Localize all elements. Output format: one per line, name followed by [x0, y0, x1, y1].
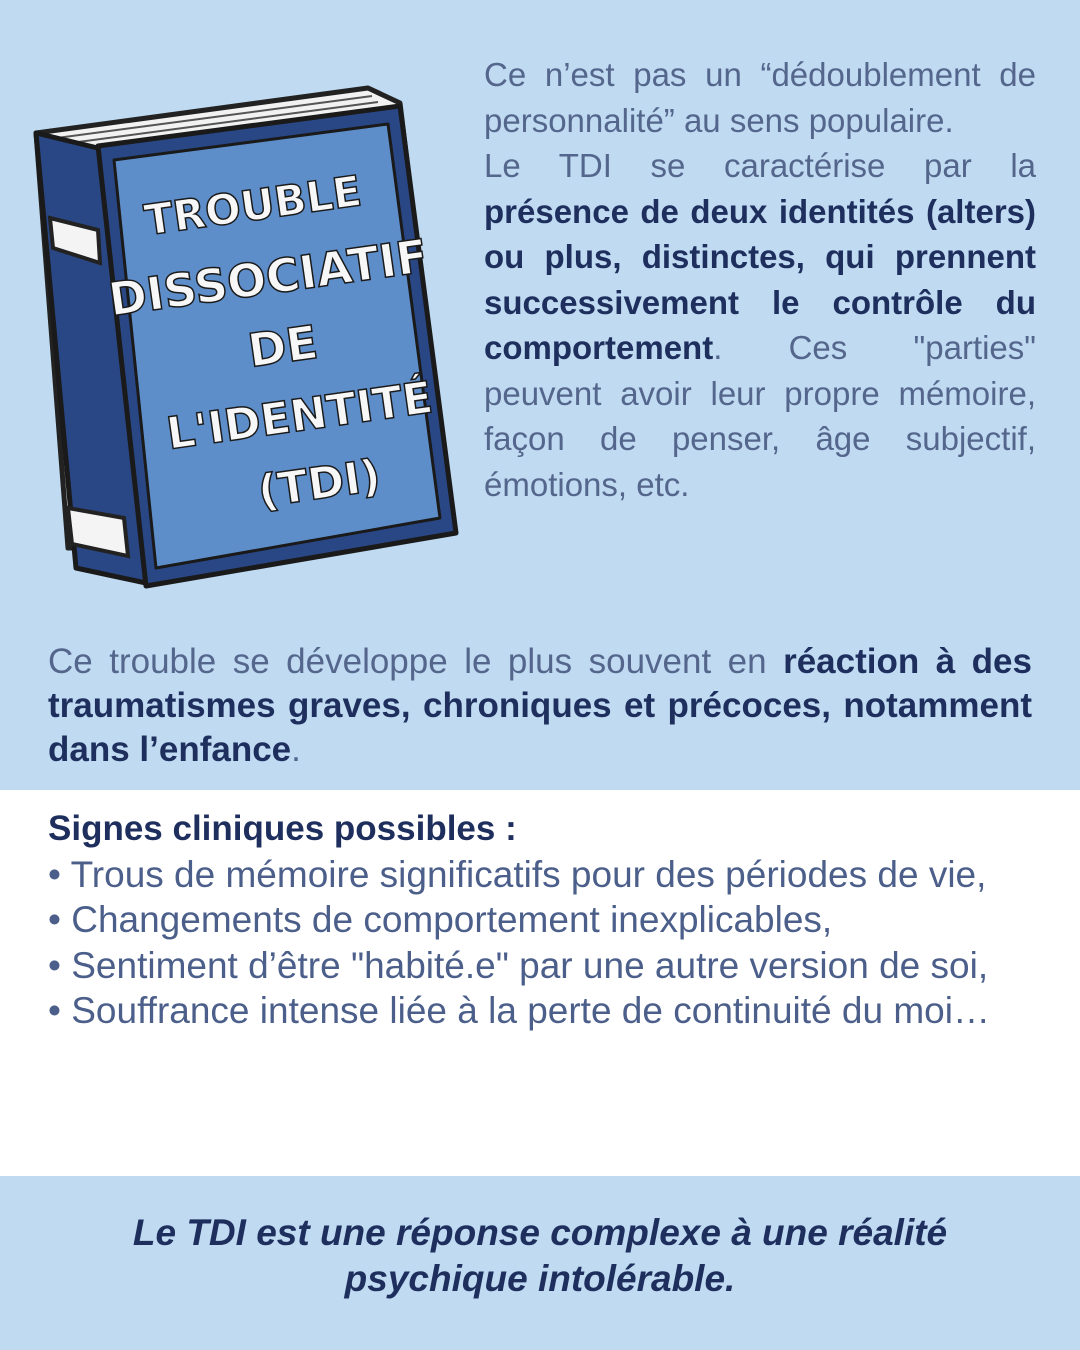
book-title-line-1: TROUBLE [141, 166, 365, 246]
intro-paragraph-2 [484, 143, 1036, 507]
book-title-line-5: (TDI) [254, 450, 384, 518]
intro-p2-bold: présence de deux identités (alters) ou plus, distinctes, qui prennent successivement le contrôle du comportement [484, 192, 1036, 366]
trauma-start: Ce trouble se développe le plus souvent en [48, 642, 784, 681]
book-title-line-2: DISSOCIATIF [105, 228, 432, 327]
intro-p2-start: Le TDI se caractérise par la [484, 147, 1036, 184]
book-illustration [28, 78, 468, 608]
list-item: • Sentiment d’être "habité.e" par une autre version de soi, [48, 944, 989, 986]
conclusion [60, 1210, 1020, 1302]
trauma-paragraph [48, 640, 1032, 772]
trauma-bold: réaction à des traumatismes graves, chroniques et précoces, notamment dans l’enfance [48, 642, 1032, 769]
book-title-line-3: DE [244, 314, 322, 378]
list-item: • Souffrance intense liée à la perte de continuité du moi… [48, 990, 990, 1031]
conclusion-line-2: psychique intolérable. [344, 1258, 736, 1299]
list-item: • Changements de comportement inexplicables, [48, 899, 833, 940]
intro-paragraph-1: Ce n’est pas un “dédoublement de personnalité” au sens populaire. [484, 56, 1036, 139]
signs-section [48, 806, 1032, 1034]
list-item: • Trous de mémoire significatifs pour des périodes de vie, [48, 853, 987, 895]
signs-heading: Signes cliniques possibles : [48, 809, 517, 848]
book-title-line-4: L'IDENTITÉ [163, 372, 436, 461]
intro-text [484, 52, 1036, 507]
signs-list [48, 852, 1032, 1034]
trauma-end: . [291, 730, 301, 769]
intro-p2-end: . Ces "parties" peuvent avoir leur propre mémoire, façon de penser, âge subjectif, émotions, etc. [484, 329, 1036, 503]
conclusion-line-1: Le TDI est une réponse complexe à une réalité [132, 1212, 948, 1253]
